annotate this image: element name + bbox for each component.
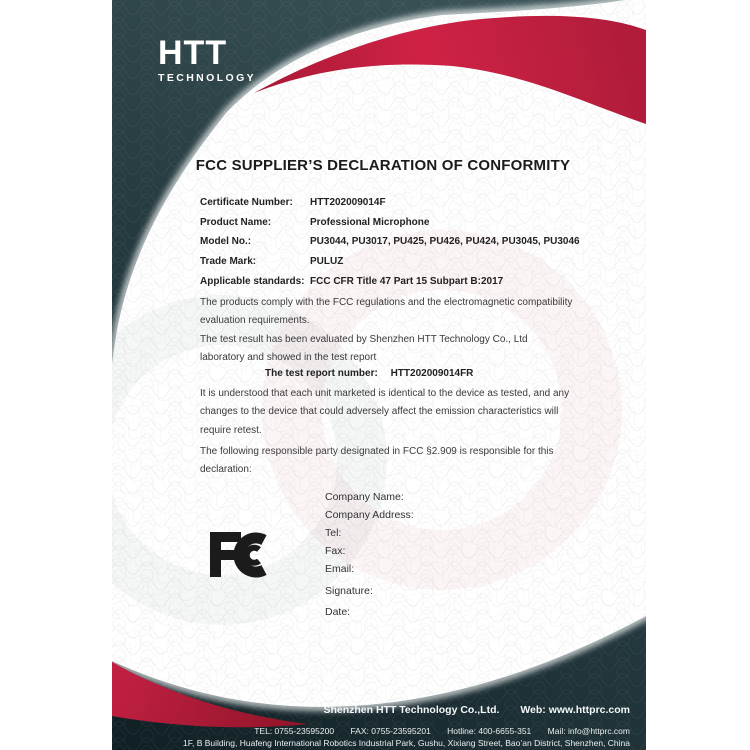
test-report-line (265, 368, 473, 379)
field-label: Model No.: (200, 236, 252, 248)
footer-company-line (112, 704, 630, 716)
form-field-label: Company Name: (325, 491, 404, 503)
field-row (200, 256, 580, 276)
footer-website: Web: www.httprc.com (520, 704, 630, 716)
responsible-party-form (325, 491, 414, 624)
form-field-label: Email: (325, 563, 355, 575)
field-label: Certificate Number: (200, 197, 293, 208)
htt-logo (158, 36, 256, 84)
field-value: FCC CFR Title 47 Part 15 Subpart B:2017 (310, 275, 504, 287)
paragraph-understanding: It is understood that each unit marketed is identical to the device as tested, and any changes to the device that could adversely affect the emission characteristics will require retest. (200, 388, 570, 436)
field-value: Professional Microphone (310, 216, 430, 228)
footer-contacts-line (112, 726, 630, 736)
field-label: Trade Mark: (200, 256, 257, 268)
footer-contact-item: Hotline: 400-6655-351 (447, 726, 532, 736)
certificate-fields (200, 197, 580, 295)
htt-logo-subtitle: TECHNOLOGY (158, 72, 257, 84)
footer-contact-item: TEL: 0755-23595200 (254, 726, 335, 736)
footer-company-name: Shenzhen HTT Technology Co.,Ltd. (323, 704, 500, 716)
document-title: FCC SUPPLIER’S DECLARATION OF CONFORMITY (195, 157, 571, 174)
field-row (200, 217, 580, 237)
field-value: PULUZ (310, 256, 344, 268)
footer-contact-item: FAX: 0755-23595201 (350, 726, 431, 736)
footer-contact-item: Mail: info@httprc.com (547, 726, 630, 736)
field-row (200, 197, 580, 217)
paragraph-responsible-party: The following responsible party designated in FCC §2.909 is responsible for this declaration: (200, 446, 554, 476)
field-value: HTT202009014F (310, 197, 386, 208)
field-value: PU3044, PU3017, PU425, PU426, PU424, PU3045, PU3046 (310, 236, 580, 248)
test-report-label: The test report number: (265, 368, 378, 379)
footer-address-line: 1F, B Building, Huafeng International Robotics Industrial Park, Gushu, Xixiang Street, Bao’an District, Shenzhen, China (183, 738, 630, 748)
htt-logo-title: HTT (158, 34, 228, 72)
form-field-label: Fax: (325, 545, 346, 557)
field-label: Product Name: (200, 216, 272, 228)
paragraph-compliance: The products comply with the FCC regulations and the electromagnetic compatibility evaluation requirements. (200, 297, 573, 327)
form-field-label: Tel: (325, 527, 342, 539)
fcc-logo-icon (207, 523, 273, 581)
form-field-label: Company Address: (325, 509, 414, 521)
form-field-label: Date: (325, 606, 351, 618)
test-report-number: HTT202009014FR (390, 368, 474, 379)
field-row (200, 236, 580, 256)
field-label: Applicable standards: (200, 275, 305, 287)
field-row (200, 276, 580, 296)
form-field-label: Signature: (325, 585, 373, 597)
paragraph-evaluation: The test result has been evaluated by Shenzhen HTT Technology Co., Ltd laboratory and showed in the test report (200, 334, 528, 364)
